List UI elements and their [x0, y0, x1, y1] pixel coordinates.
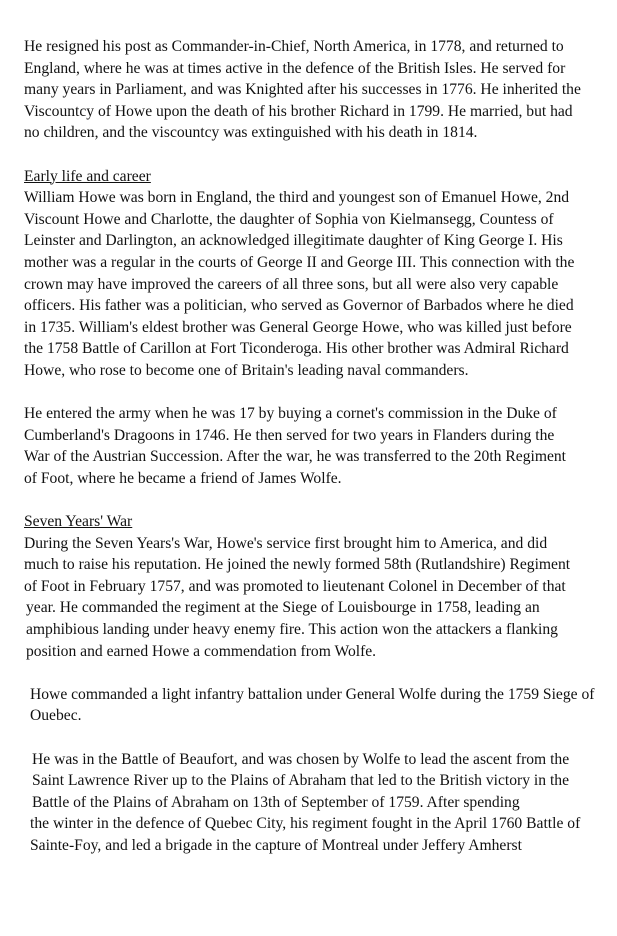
text-line: Howe, who rose to become one of Britain's leading naval commanders. — [24, 361, 469, 379]
text-line: England, where he was at times active in the defence of the British Isles. He served for — [24, 59, 566, 77]
text-line: Ouebec. — [30, 707, 82, 725]
text-line: amphibious landing under heavy enemy fire. This action won the attackers a flanking — [26, 621, 558, 639]
text-line: no children, and the viscountcy was extinguished with his death in 1814. — [24, 124, 478, 142]
text-line: Viscount Howe and Charlotte, the daughter of Sophia von Kielmansegg, Countess of — [24, 210, 554, 228]
text-line: Saint Lawrence River up to the Plains of Abraham that led to the British victory in the — [32, 772, 570, 790]
paragraph-resignation — [24, 36, 599, 144]
text-line: crown may have improved the careers of all three sons, but all were also very capable — [24, 275, 559, 293]
text-line: William Howe was born in England, the third and youngest son of Emanuel Howe, 2nd — [24, 189, 570, 207]
text-line: mother was a regular in the courts of George II and George III. This connection with the — [24, 253, 575, 271]
text-line: in 1735. William's eldest brother was General George Howe, who was killed just before — [24, 318, 572, 336]
text-line: He was in the Battle of Beaufort, and was chosen by Wolfe to lead the ascent from the — [32, 750, 570, 768]
text-line: War of the Austrian Succession. After the war, he was transferred to the 20th Regiment — [24, 448, 567, 466]
paragraph-siege-quebec — [24, 684, 599, 727]
text-line: Howe commanded a light infantry battalion under General Wolfe during the 1759 Siege of — [30, 685, 595, 703]
text-line: He entered the army when he was 17 by buying a cornet's commission in the Duke of — [24, 405, 557, 423]
text-line: position and earned Howe a commendation from Wolfe. — [26, 642, 377, 660]
text-line: much to raise his reputation. He joined the newly formed 58th (Rutlandshire) Regiment — [24, 556, 571, 574]
section-heading-early-life: Early life and career — [24, 167, 151, 185]
paragraph-battle-beaufort — [24, 749, 599, 857]
text-line: Viscountcy of Howe upon the death of his brother Richard in 1799. He married, but had — [24, 102, 573, 120]
section-heading-seven-years-war: Seven Years' War — [24, 513, 133, 531]
text-line: He resigned his post as Commander-in-Chief, North America, in 1778, and returned to — [24, 38, 564, 55]
text-line: many years in Parliament, and was Knighted after his successes in 1776. He inherited the — [24, 81, 581, 99]
section-seven-years-war — [24, 511, 599, 662]
text-line: Cumberland's Dragoons in 1746. He then served for two years in Flanders during the — [24, 426, 555, 444]
text-line: the winter in the defence of Quebec City, his regiment fought in the April 1760 Battle of — [30, 815, 581, 833]
paragraph-army-entry — [24, 403, 599, 489]
text-line: of Foot in February 1757, and was promoted to lieutenant Colonel in December of that — [24, 577, 566, 595]
text-line: Battle of the Plains of Abraham on 13th of September of 1759. After spending — [32, 793, 520, 811]
text-line: of Foot, where he became a friend of James Wolfe. — [24, 469, 342, 487]
text-line: During the Seven Years's War, Howe's service first brought him to America, and did — [24, 534, 548, 552]
text-line: Sainte-Foy, and led a brigade in the capture of Montreal under Jeffery Amherst — [30, 836, 522, 854]
text-line: Leinster and Darlington, an acknowledged illegitimate daughter of King George I. His — [24, 232, 563, 250]
text-line: the 1758 Battle of Carillon at Fort Ticonderoga. His other brother was Admiral Richard — [24, 340, 569, 358]
text-line: officers. His father was a politician, who served as Governor of Barbados where he died — [24, 297, 574, 315]
section-early-life — [24, 166, 599, 382]
text-line: year. He commanded the regiment at the Siege of Louisbourge in 1758, leading an — [26, 599, 540, 617]
